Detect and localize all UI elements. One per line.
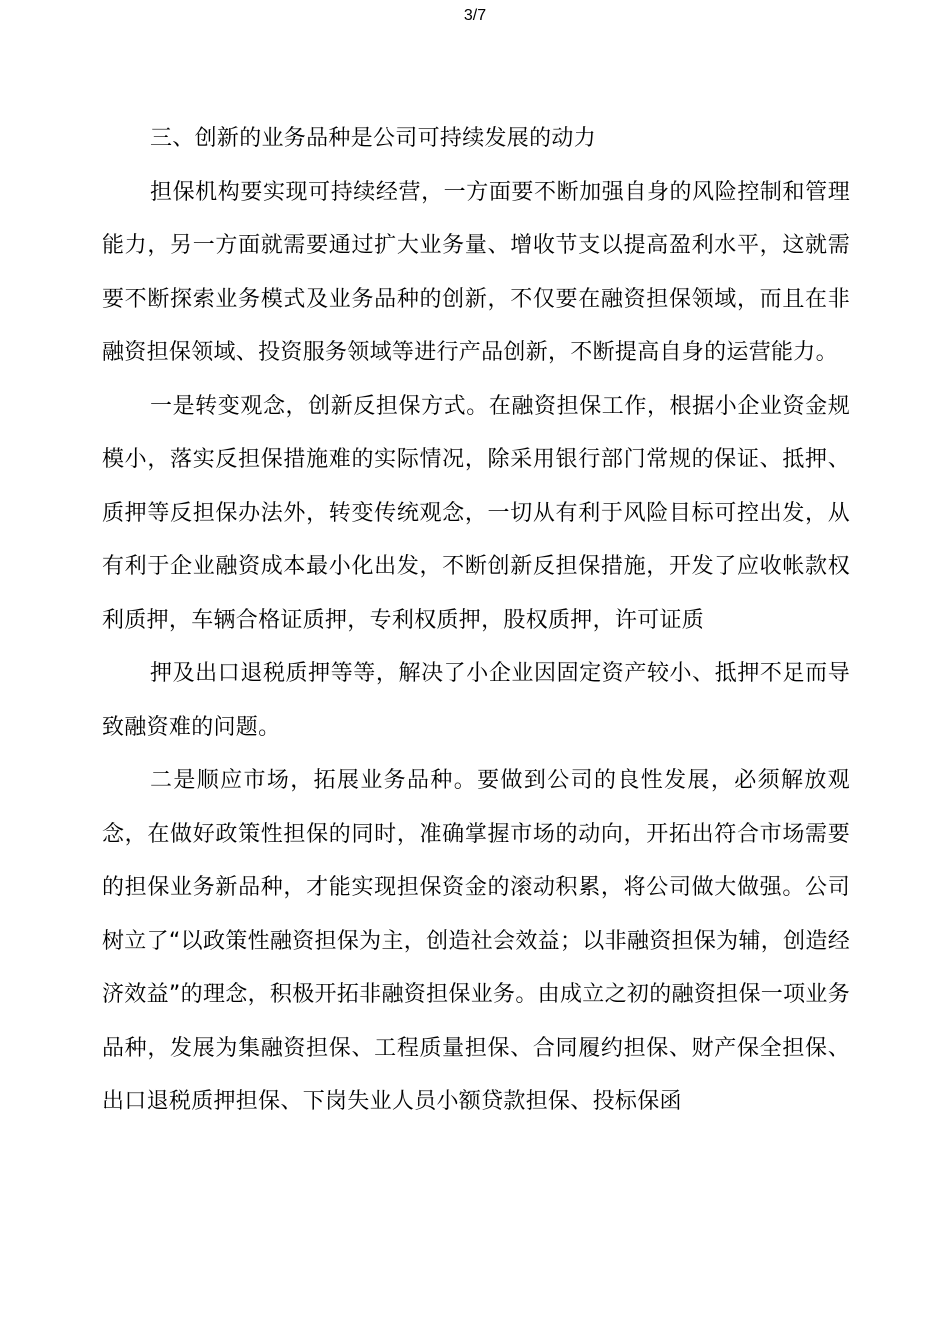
section-heading: 三、创新的业务品种是公司可持续发展的动力 [150, 126, 597, 151]
paragraph-intro: 担保机构要实现可持续经营，一方面要不断加强自身的风险控制和管理能力，另一方面就需要通过扩大业务量、增收节支以提高盈利水平，这就需要不断探索业务模式及业务品种的创新，不仅要在融资担保领域，而且在非融资担保领域、投资服务领域等进行产品创新，不断提高自身的运营能力。 [102, 179, 850, 365]
paragraph-point-one-continued: 押及出口退税质押等等，解决了小企业因固定资产较小、抵押不足而导致融资难的问题。 [102, 661, 850, 740]
paragraph-point-one: 一是转变观念，创新反担保方式。在融资担保工作，根据小企业资金规模小，落实反担保措施难的实际情况，除采用银行部门常规的保证、抵押、质押等反担保办法外，转变传统观念，一切从有利于风险目标可控出发，从有利于企业融资成本最小化出发，不断创新反担保措施，开发了应收帐款权利质押，车辆合格证质押，专利权质押，股权质押，许可证质 [102, 393, 850, 633]
page-number: 3/7 [463, 7, 487, 24]
paragraph-point-two: 二是顺应市场，拓展业务品种。要做到公司的良性发展，必须解放观念，在做好政策性担保的同时，准确掌握市场的动向，开拓出符合市场需要的担保业务新品种，才能实现担保资金的滚动积累，将公司做大做强。公司树立了“以政策性融资担保为主，创造社会效益；以非融资担保为辅，创造经济效益”的理念，积极开拓非融资担保业务。由成立之初的融资担保一项业务品种，发展为集融资担保、工程质量担保、合同履约担保、财产保全担保、出口退税质押担保、下岗失业人员小额贷款担保、投标保函 [102, 768, 850, 1114]
document-body [102, 112, 850, 1129]
